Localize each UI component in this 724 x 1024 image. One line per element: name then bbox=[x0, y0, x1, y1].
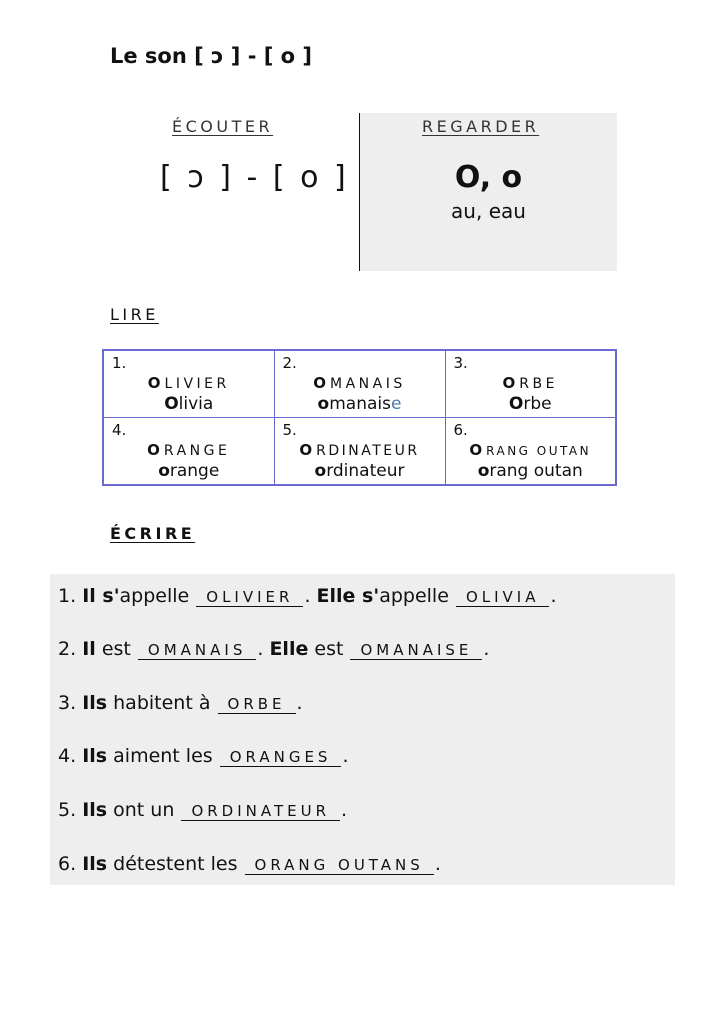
verb-text: détestent les bbox=[113, 853, 238, 875]
answer-blank: ORANGES bbox=[220, 748, 342, 767]
cell-number: 3. bbox=[453, 354, 468, 372]
verb-text: aiment les bbox=[113, 745, 213, 767]
ecrire-panel bbox=[50, 574, 675, 885]
verb-text: habitent à bbox=[113, 692, 211, 714]
lire-cell bbox=[103, 418, 274, 486]
cell-number: 6. bbox=[453, 421, 468, 439]
initial-letter: O bbox=[147, 441, 160, 459]
word-rest: rbe bbox=[523, 394, 552, 414]
sentence-end: . bbox=[550, 585, 557, 607]
verb-text: est bbox=[101, 638, 131, 660]
sentence-1: 1. Il s'appelle OLIVIER . Elle s'appelle OLIVIA . bbox=[58, 585, 557, 607]
word-tail: e bbox=[390, 394, 402, 414]
answer-blank: OMANAISE bbox=[350, 641, 482, 660]
subject: Il s' bbox=[82, 585, 120, 607]
sentence-number: 2. bbox=[58, 638, 77, 660]
regarder-heading: REGARDER bbox=[422, 117, 540, 136]
sentence-end: . bbox=[434, 853, 441, 875]
cell-number: 1. bbox=[112, 354, 127, 372]
page-title: Le son [ ɔ ] - [ o ] bbox=[110, 44, 312, 68]
initial-letter: O bbox=[469, 441, 483, 459]
word-rest: LIVIER bbox=[164, 376, 230, 392]
sentence-number: 6. bbox=[58, 853, 77, 875]
sentence-end: . bbox=[342, 745, 349, 767]
lire-cell bbox=[274, 350, 445, 418]
verb-text: appelle bbox=[119, 585, 190, 607]
lire-cell bbox=[445, 418, 616, 486]
subject: Ils bbox=[82, 799, 108, 821]
ecouter-heading: ÉCOUTER bbox=[172, 117, 274, 136]
subject: Elle s' bbox=[316, 585, 380, 607]
answer-blank: OMANAIS bbox=[138, 641, 256, 660]
lire-cell bbox=[274, 418, 445, 486]
subject: Ils bbox=[82, 853, 108, 875]
sentence-number: 5. bbox=[58, 799, 77, 821]
initial-letter: O bbox=[299, 441, 313, 459]
word-lowercase bbox=[275, 461, 445, 481]
answer-blank: OLIVIA bbox=[456, 588, 550, 607]
sentence-number: 3. bbox=[58, 692, 77, 714]
sentence-number: 1. bbox=[58, 585, 77, 607]
lire-cell bbox=[445, 350, 616, 418]
initial-letter: O bbox=[164, 394, 179, 414]
word-uppercase bbox=[104, 441, 274, 459]
sentence-number: 4. bbox=[58, 745, 77, 767]
sentence-3 bbox=[58, 692, 303, 714]
initial-letter: o bbox=[314, 461, 327, 481]
lire-table bbox=[102, 349, 617, 486]
sentence-2: 2. Il est OMANAIS . Elle est OMANAISE . bbox=[58, 638, 490, 660]
subject: Ils bbox=[82, 692, 108, 714]
answer-blank: ORDINATEUR bbox=[181, 802, 340, 821]
initial-letter: O bbox=[313, 374, 327, 392]
word-rest: range bbox=[169, 461, 220, 481]
word-rest: RANG OUTAN bbox=[486, 444, 592, 458]
lire-cell bbox=[103, 350, 274, 418]
answer-blank: OLIVIER bbox=[196, 588, 303, 607]
sentence-end: . bbox=[296, 692, 303, 714]
ecrire-heading: ÉCRIRE bbox=[110, 524, 196, 543]
word-rest: RBE bbox=[519, 376, 558, 392]
sentence-end: . bbox=[483, 638, 490, 660]
answer-blank: ORANG OUTANS bbox=[245, 856, 434, 875]
word-lowercase bbox=[104, 461, 274, 481]
verb-text: appelle bbox=[379, 585, 449, 607]
answer-blank: ORBE bbox=[218, 695, 296, 714]
initial-letter: o bbox=[158, 461, 170, 481]
sentence-4 bbox=[58, 745, 349, 767]
word-rest: RDINATEUR bbox=[316, 443, 420, 459]
word-lowercase bbox=[275, 394, 445, 414]
word-rest: rdinateur bbox=[326, 461, 405, 481]
verb-text: est bbox=[314, 638, 344, 660]
cell-number: 5. bbox=[282, 421, 297, 439]
word-lowercase bbox=[446, 461, 616, 481]
word-uppercase bbox=[275, 441, 445, 459]
subject: Elle bbox=[269, 638, 309, 660]
lire-heading: LIRE bbox=[110, 305, 159, 324]
sentence-6 bbox=[58, 853, 441, 875]
word-rest: manais bbox=[329, 394, 391, 414]
word-uppercase bbox=[446, 374, 616, 392]
letters-display: O, o bbox=[454, 160, 523, 195]
sentence-end: . bbox=[341, 799, 348, 821]
word-lowercase bbox=[104, 394, 274, 414]
word-rest: livia bbox=[178, 394, 214, 414]
initial-letter: O bbox=[502, 374, 516, 392]
subject: Ils bbox=[82, 745, 108, 767]
verb-text: ont un bbox=[113, 799, 175, 821]
word-rest: RANGE bbox=[163, 443, 231, 459]
word-uppercase bbox=[275, 374, 445, 392]
initial-letter: o bbox=[477, 461, 490, 481]
cell-number: 2. bbox=[282, 354, 297, 372]
cell-number: 4. bbox=[112, 421, 127, 439]
word-lowercase bbox=[446, 394, 616, 414]
word-rest: rang outan bbox=[489, 461, 583, 481]
initial-letter: o bbox=[317, 394, 330, 414]
phoneme-symbols: [ ɔ ] - [ o ] bbox=[160, 160, 349, 195]
word-uppercase bbox=[104, 374, 274, 392]
initial-letter: O bbox=[147, 374, 161, 392]
word-rest: MANAIS bbox=[330, 376, 406, 392]
initial-letter: O bbox=[508, 394, 524, 414]
subject: Il bbox=[82, 638, 96, 660]
sentence-5 bbox=[58, 799, 347, 821]
word-uppercase bbox=[446, 441, 616, 459]
spellings-display: au, eau bbox=[451, 199, 526, 223]
